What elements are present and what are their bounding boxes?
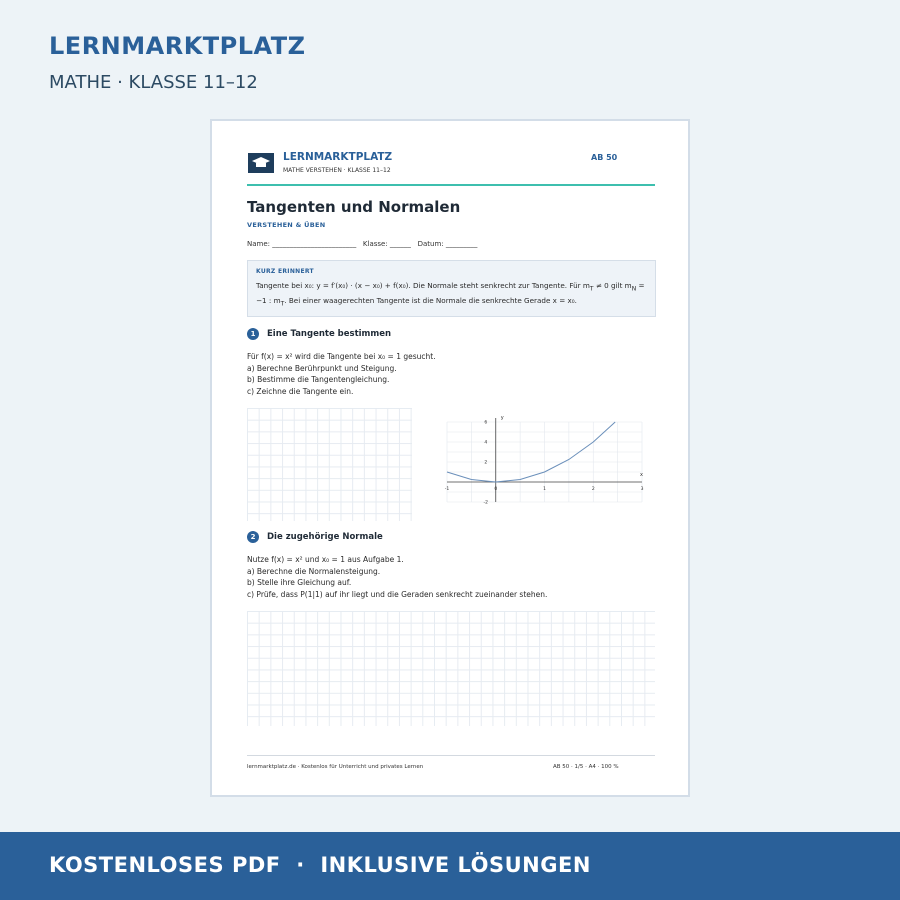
sheet-brand: LERNMARKTPLATZ	[283, 151, 393, 163]
task-1-grid	[247, 408, 412, 521]
task-1-number: 1	[247, 328, 259, 340]
recall-text: Tangente bei x₀: y = f′(x₀) · (x − x₀) + f(x₀). Die Normale steht senkrecht zur Tangente. Für $m_T \ne 0$ gilt $m_N = -1$ : $m_T$. Bei einer waagerechten Tangente ist die Normale die senkrechte Gerade x = x₀.	[256, 281, 645, 308]
task-1-text	[247, 351, 436, 398]
banner-text: KOSTENLOSES PDF · INKLUSIVE LÖSUNGEN	[49, 853, 591, 877]
recall-label: KURZ ERINNERT	[256, 268, 314, 275]
x-tick-label: 1	[543, 487, 546, 492]
worksheet-preview	[210, 119, 690, 797]
x-tick-label: 0	[494, 487, 498, 492]
sheet-title: Tangenten und Normalen	[247, 198, 461, 216]
task-line: b) Stelle ihre Gleichung auf.	[247, 578, 352, 588]
y-tick-label: 4	[484, 440, 488, 446]
task-2-title: Die zugehörige Normale	[267, 532, 383, 542]
task-line: b) Bestimme die Tangentengleichung.	[247, 375, 390, 385]
y-tick-label: 2	[484, 460, 488, 466]
y-tick-label: -2	[483, 500, 488, 506]
site-brand-subtitle: MATHE · KLASSE 11–12	[49, 72, 258, 93]
name-class-date-line: Name: ________________________ Klasse: ______ Datum: _________	[247, 240, 478, 248]
y-tick-label: 6	[484, 420, 488, 426]
task-line: Nutze f(x) = x² und x₀ = 1 aus Aufgabe 1.	[247, 555, 404, 564]
sheet-brand-subtitle: MATHE VERSTEHEN · KLASSE 11–12	[283, 167, 391, 174]
x-tick-label: -1	[444, 487, 450, 492]
x-tick-label: 2	[591, 487, 595, 492]
sheet-code: AB 50	[591, 153, 618, 162]
recall-box	[247, 260, 656, 317]
site-brand-title: LERNMARKTPLATZ	[49, 32, 306, 60]
graduation-cap-icon	[248, 151, 274, 173]
parabola-chart	[442, 414, 652, 514]
task-1-title: Eine Tangente bestimmen	[267, 329, 392, 339]
task-1-heading	[247, 328, 391, 340]
footer-site: lernmarktplatz.de · Kostenlos für Unterricht und privates Lernen	[247, 764, 424, 770]
header-divider	[247, 184, 655, 186]
footer-divider	[247, 755, 655, 756]
task-2-grid	[247, 611, 655, 726]
task-2-heading	[247, 531, 383, 543]
task-2-text	[247, 554, 547, 601]
task-line: c) Prüfe, dass P(1|1) auf ihr liegt und die Geraden senkrecht zueinander stehen.	[247, 590, 548, 600]
task-line: c) Zeichne die Tangente ein.	[247, 387, 354, 397]
bottom-banner	[0, 832, 900, 900]
task-2-number: 2	[247, 531, 259, 543]
task-line: a) Berechne die Normalensteigung.	[247, 566, 381, 576]
sheet-kicker: VERSTEHEN & ÜBEN	[247, 221, 326, 229]
footer-page-info: AB 50 · 1/5 · A4 · 100 %	[553, 764, 619, 770]
task-line: Für f(x) = x² wird die Tangente bei x₀ = 1 gesucht.	[247, 352, 436, 361]
y-axis-name: y	[500, 415, 504, 421]
task-line: a) Berechne Berührpunkt und Steigung.	[247, 363, 397, 373]
x-tick-label: 3	[640, 487, 644, 492]
x-axis-name: x	[640, 472, 643, 478]
